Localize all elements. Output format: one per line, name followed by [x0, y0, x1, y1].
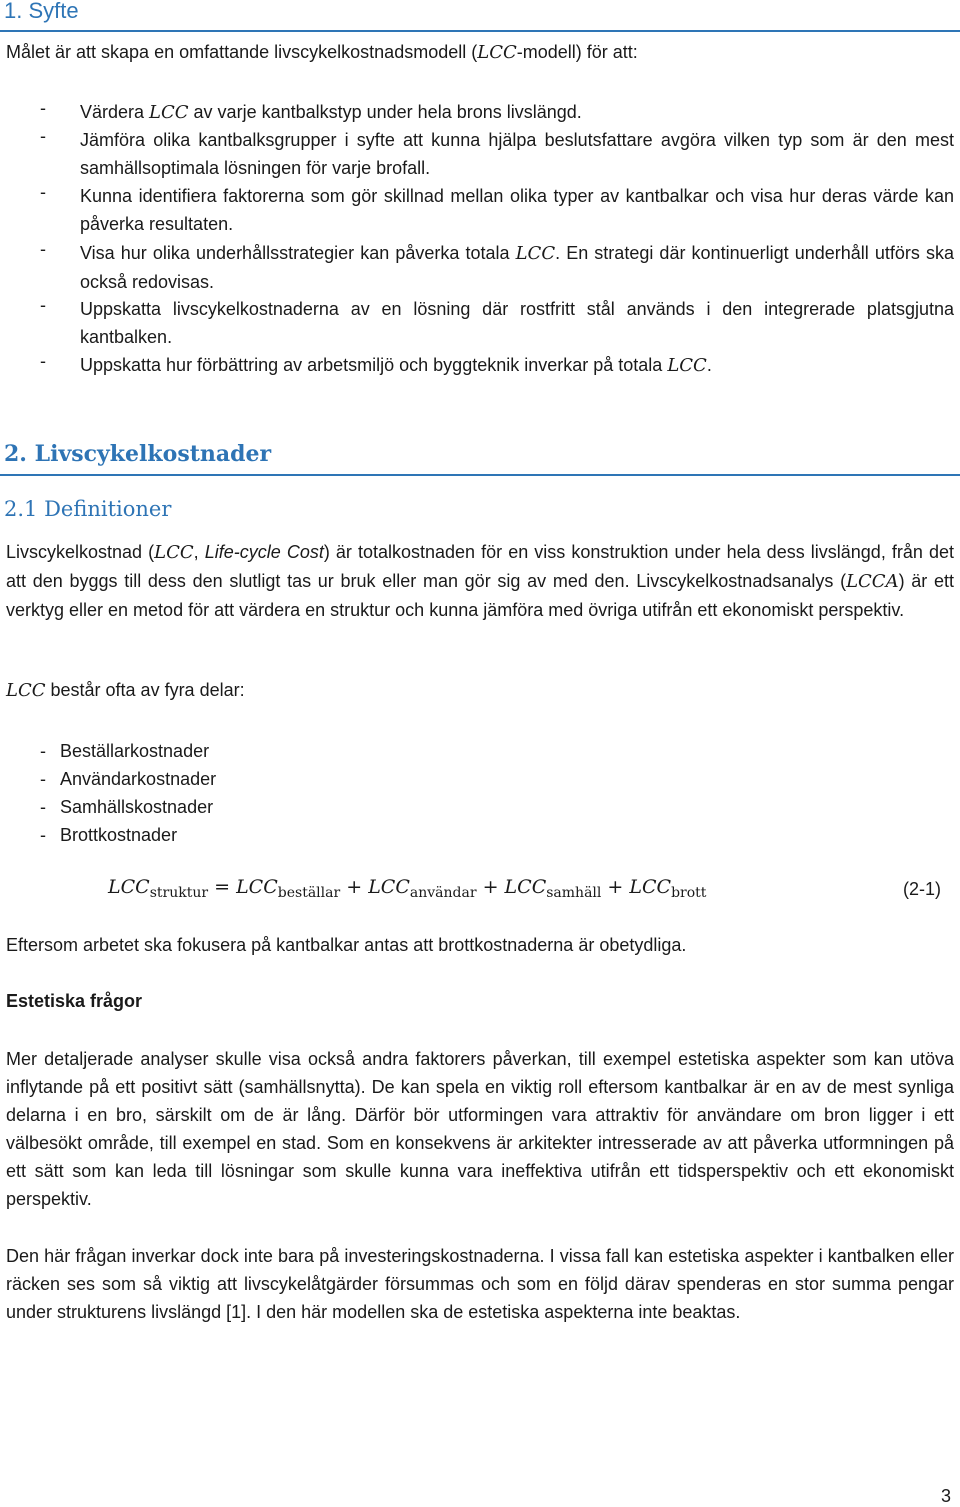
lcc-equation: $LCC_{struktur} = LCC_{beställar} + LCC_{användar} + LCC_{samhäll} + LCC_{brott}$ [108, 876, 707, 901]
page-number: 3 [941, 1486, 952, 1506]
section-heading-syfte: 1. Syfte [4, 0, 79, 23]
goals-list: - Värdera LCC av varje kantbalkstyp under hela brons livslängd. - Jämföra olika kantbalksgrupper i syfte att kunna hjälpa beslutsfattare avgöra vilken typ som är den mest samhällsoptimala lösningen för varje brofall. - Kunna identifiera faktorerna som gör skillnad mellan olika typer av kantbalkar och visa hur deras värde kan påverka resultaten. - Visa hur olika underhållsstrategier kan påverka totala LCC. En strategi där kontinuerligt underhåll utförs ska också redovisas. - Uppskatta livscykelkostnaderna av en lösning där rostfritt stål används i den integrerade platsgjutna kantbalken. - Uppskatta hur förbättring av arbetsmiljö och byggteknik inverkar på totala LCC. [40, 98, 954, 376]
section-heading-livscykelkostnader: 2. Livscykelkostnader [4, 441, 272, 467]
subsection-heading-definitioner: 2.1 Definitioner [4, 497, 172, 521]
aesthetic-paragraph-1: Mer detaljerade analyser skulle visa också andra faktorers påverkan, till exempel estetiska aspekter som kan utöva inflytande på ett positivt sätt (samhällsnytta). De kan spela en viktig roll eftersom kantbalkar är en av de mest synliga delarna i en bro, särskilt om de är lång. Därför bör utformingen vara attraktiv för användare om bron ligger i ett välbesökt område, till exempel en stad. Som en konsekvens är arkitekter intresserade av att påverka utformningen på ett sätt som kan leda till lösningar som skulle kunna vara ineffektiva utifrån ett tidsperspektiv och ett ekonomiskt perspektiv. [6, 1049, 954, 1209]
definition-paragraph: Livscykelkostnad (LCC, Life-cycle Cost) är totalkostnaden för en viss konstruktion under hela dess livslängd, från det att den byggs till dess den slutligt tas ur bruk eller man gör sig av med den. Livscykelkostnadsanalys (LCCA) är ett verktyg eller en metod för att värdera en struktur och kunna jämföra med övriga utifrån ett ekonomiskt perspektiv. [6, 542, 954, 620]
equation-number: (2-1) [903, 879, 942, 899]
list-item: - Samhällskostnader [40, 797, 214, 817]
heading-rule [0, 474, 960, 476]
after-equation-paragraph: Eftersom arbetet ska fokusera på kantbalkar antas att brottkostnaderna är obetydliga. [6, 935, 687, 955]
aesthetic-heading: Estetiska frågor [6, 991, 143, 1011]
parts-list [40, 737, 216, 849]
aesthetic-paragraph-2: Den här frågan inverkar dock inte bara på investeringskostnaderna. I vissa fall kan estetiska aspekter i kantbalken eller räcken ses som så viktig att livscykelåtgärder försummas och som en följd därav spenderas en stor summa pengar under strukturens livslängd [1]. I den här modellen ska de estetiska aspekterna inte beaktas. [6, 1246, 954, 1322]
list-item: - Användarkostnader [40, 769, 217, 789]
heading-rule [0, 30, 960, 32]
parts-intro: LCC består ofta av fyra delar: [6, 680, 245, 701]
list-item: - Brottkostnader [40, 825, 178, 845]
intro-paragraph: Målet är att skapa en omfattande livscykelkostnadsmodell (LCC-modell) för att: [6, 42, 638, 63]
list-item: - Beställarkostnader [40, 741, 210, 761]
